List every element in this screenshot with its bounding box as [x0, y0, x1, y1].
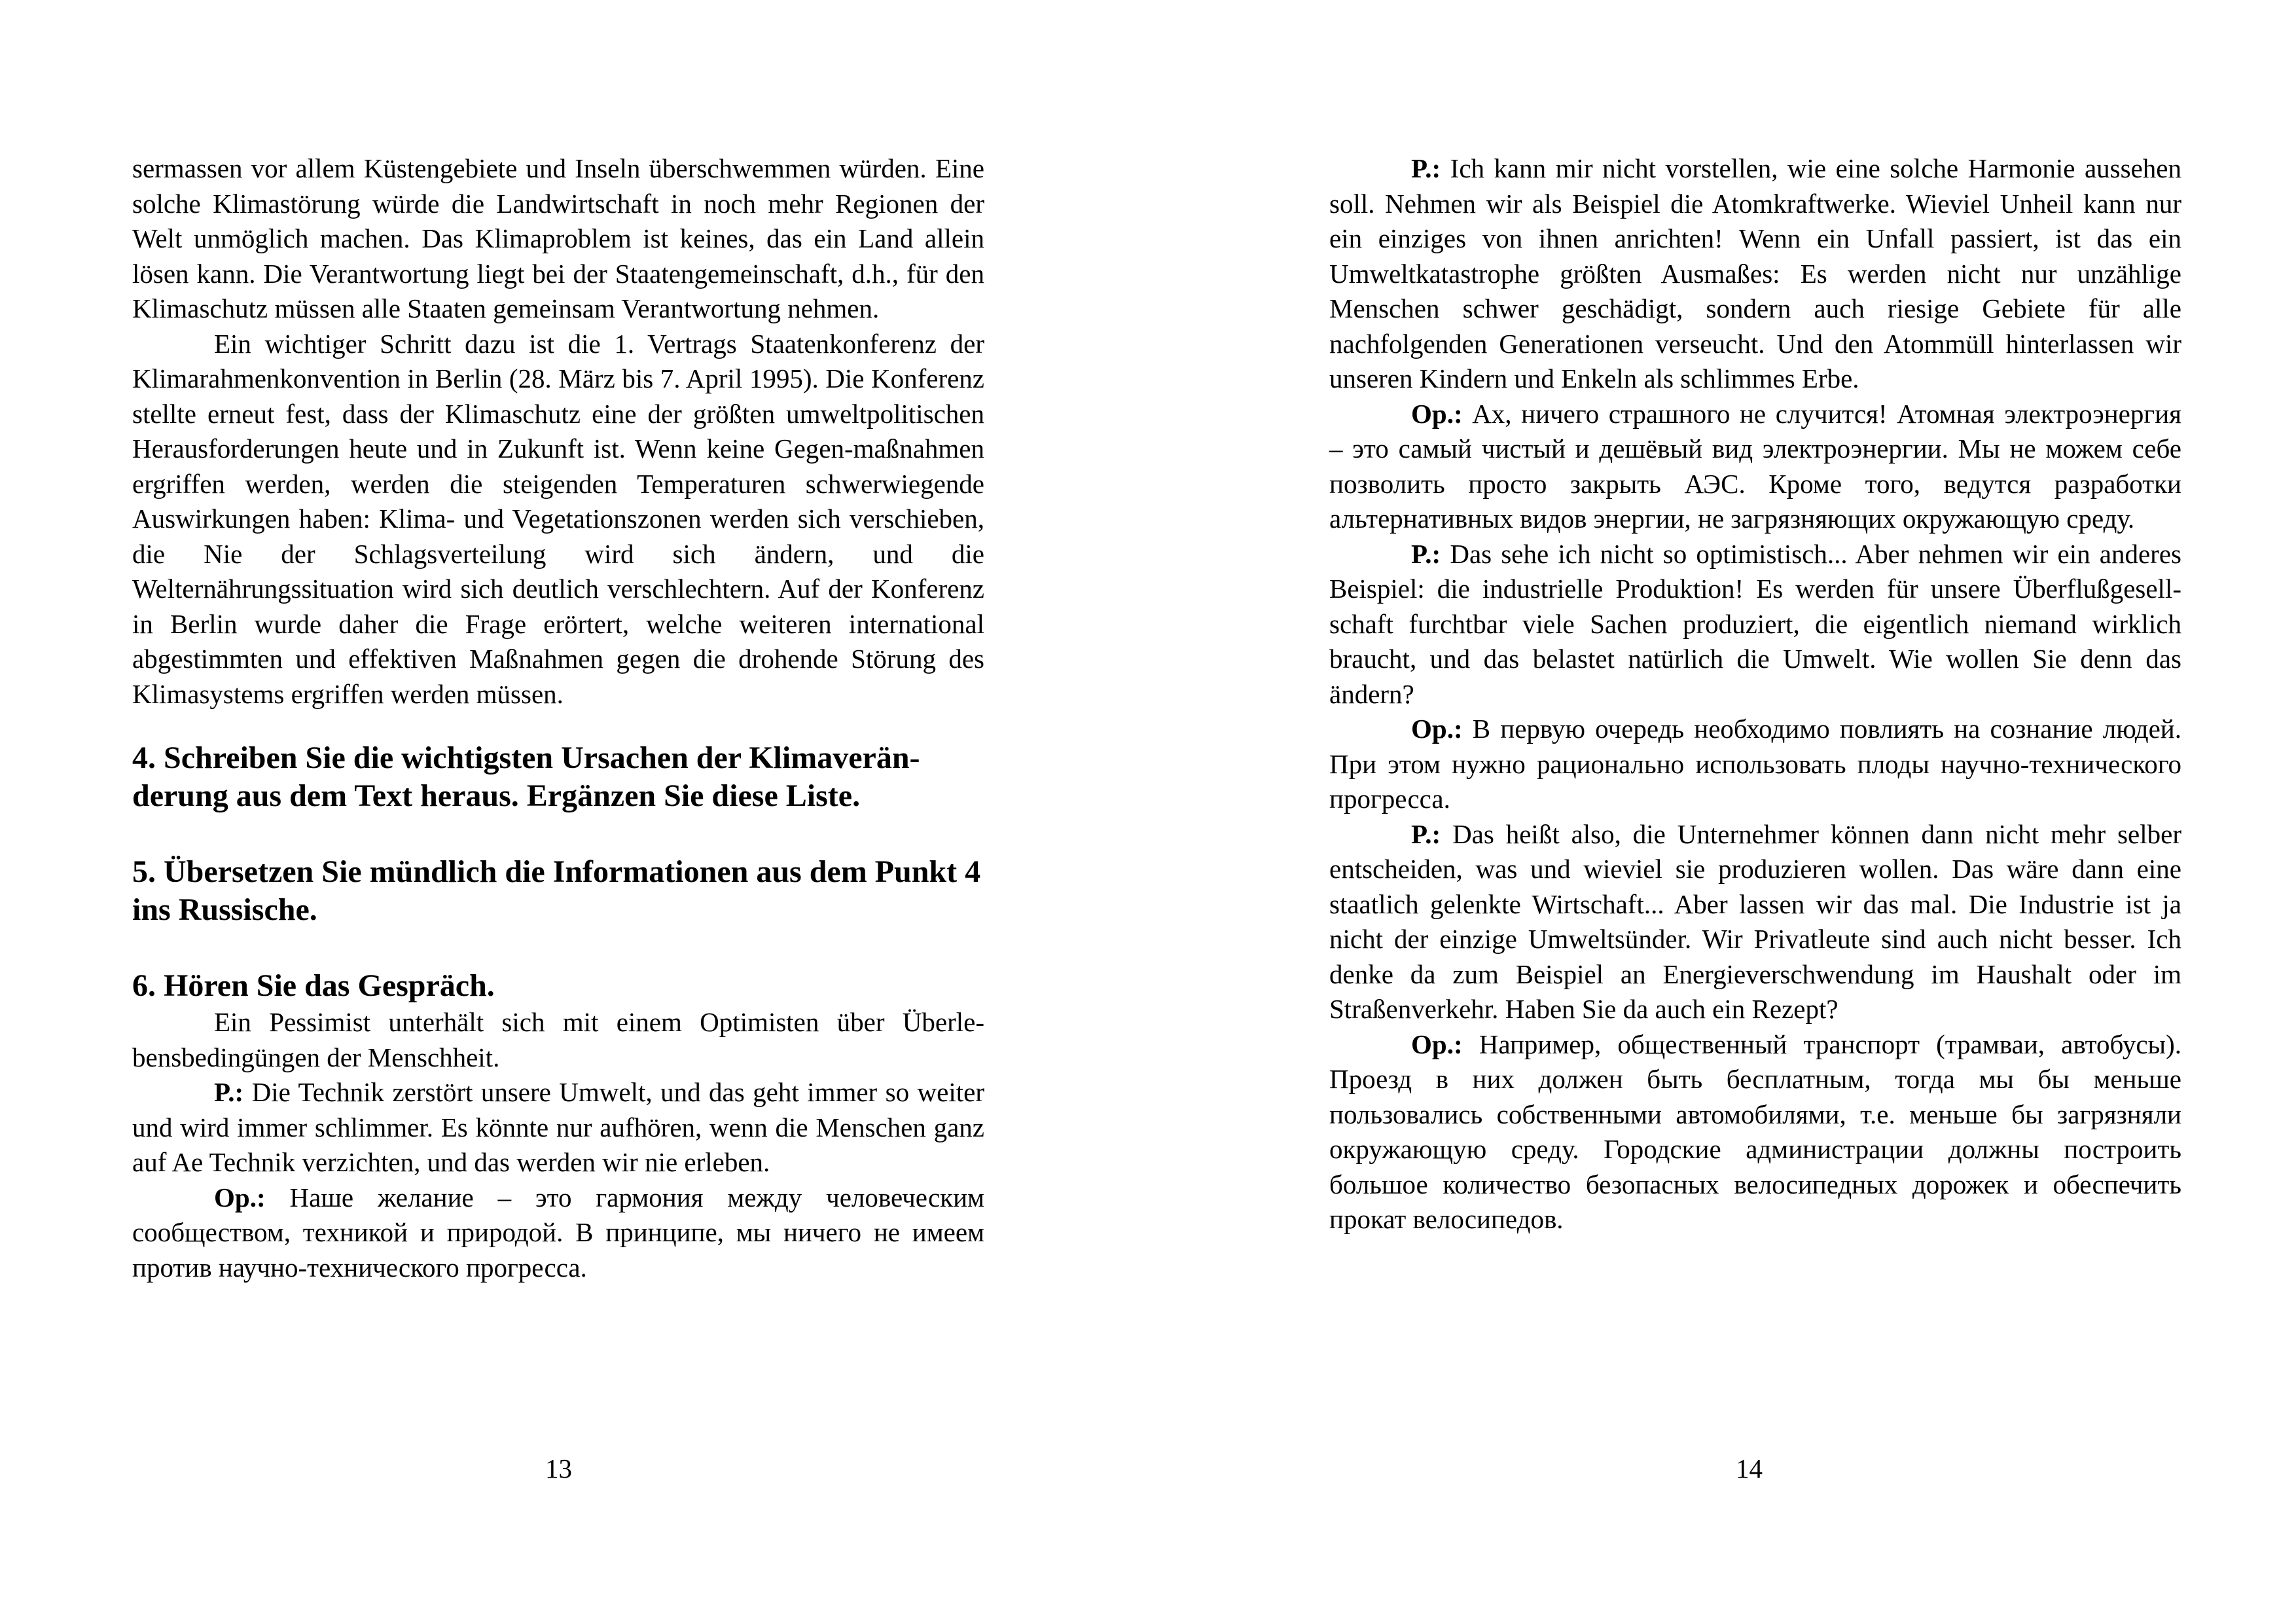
right-page	[1148, 0, 2296, 1623]
dialogue-line-pessimist	[1329, 537, 2181, 712]
speaker-label: P.:	[1411, 538, 1441, 569]
dialogue-text: Наше желание – это гармония между человеческим сообществом, техникой и природой. В принципе, мы ничего не имеем против научно-технического прогресса.	[132, 1182, 984, 1283]
right-page-text-column	[1329, 151, 2181, 1237]
task-4-heading: 4. Schreiben Sie die wichtigsten Ursachen der Klimaveränderung aus dem Text heraus. Ergänzen Sie diese Liste.	[132, 740, 920, 813]
paragraph-berlin-conference: Ein wichtiger Schritt dazu ist die 1. Vertrags Staatenkonferenz der Klimarahmenkonvention in Berlin (28. März bis 7. April 1995). Die Konferenz stellte erneut fest, dass der Klimaschutz eine der größten umweltpolitischen Herausforderungen heute und in Zukunft ist. Wenn keine Gegen-maßnahmen ergriffen werden, werden die steigenden Temperaturen schwerwiegende Auswirkungen haben: Klima- und Vegetationszonen werden sich verschieben, die Nie der Schlagsverteilung wird sich ändern, und die Welternährungssituation wird sich deutlich verschlechtern. Auf der Konferenz in Berlin wurde daher die Frage erörtert, welche weiteren international abgestimmten und effektiven Maßnahmen gegen die drohende Störung des Klimasystems ergriffen werden müssen.	[132, 328, 984, 709]
dialogue-text: Die Technik zerstört unsere Umwelt, und das geht immer so weiter und wird immer schlimmer. Es könnte nur aufhören, wenn die Menschen ganz auf Ae Technik verzichten, und das werden wir nie erleben.	[132, 1077, 984, 1177]
dialogue-text: Das heißt also, die Unternehmer können dann nicht mehr selber entscheiden, was und wieviel sie produzieren wollen. Das wäre dann eine staatlich gelenkte Wirtschaft... Aber lassen wir das mal. Die Industrie ist ja nicht der einzige Umweltsünder. Wir Privatleute sind auch nicht besser. Ich denke da zum Beispiel an Energieverschwendung im Haushalt oder im Straßenverkehr. Haben Sie da auch ein Rezept?	[1329, 818, 2181, 1024]
dialogue-text: Das sehe ich nicht so optimistisch... Aber nehmen wir ein anderes Beispiel: die industrielle Produktion! Es werden für unsere Überflußgesell-schaft furchtbar viele Sachen produziert, die eigentlich niemand wirklich braucht, und das belastet natürlich die Umwelt. Wie wollen Sie denn das ändern?	[1329, 538, 2181, 709]
dialogue-text: В первую очередь необходимо повлиять на сознание людей. При этом нужно рационально использовать плоды научно-технического прогресса.	[1329, 714, 2181, 814]
speaker-label: Op.:	[214, 1182, 266, 1213]
speaker-label: Op.:	[1411, 714, 1463, 744]
dialogue-line-pessimist	[1329, 151, 2181, 397]
dialogue-line-optimist	[132, 1180, 984, 1286]
dialogue-intro: Ein Pessimist unterhält sich mit einem Optimisten über Überlebensbedingüngen der Menschheit.	[132, 1007, 984, 1072]
dialogue-line-optimist	[1329, 712, 2181, 817]
paragraph-climate-flooding: sermassen vor allem Küstengebiete und Inseln überschwemmen würden. Eine solche Klimastörung würde die Landwirtschaft in noch mehr Regionen der Welt unmöglich machen. Das Klimaproblem ist keines, das ein Land allein lösen kann. Die Verantwortung liegt bei der Staatengemeinschaft, d.h., für den Klimaschutz müssen alle Staaten gemeinsam Verantwortung nehmen.	[132, 153, 984, 323]
dialogue-line-optimist	[1329, 397, 2181, 537]
dialogue-line-optimist	[1329, 1027, 2181, 1237]
dialogue-text: Ах, ничего страшного не случится! Атомная электроэнергия – это самый чистый и дешёвый вид электроэнергии. Мы не можем себе позволить просто закрыть АЭС. Кроме того, ведутся разработки альтернативных видов энергии, не загрязняющих окружающую среду.	[1329, 398, 2181, 534]
speaker-label: Op.:	[1411, 398, 1463, 429]
left-page-text-column	[132, 151, 984, 1285]
page-number: 14	[1736, 1453, 1763, 1484]
dialogue-line-pessimist	[1329, 817, 2181, 1027]
dialogue-text: Ich kann mir nicht vorstellen, wie eine solche Harmonie aussehen soll. Nehmen wir als Beispiel die Atomkraftwerke. Wieviel Unheil kann nur ein einziges von ihnen anrichten! Wenn ein Unfall passiert, ist das ein Umweltkatastrophe größten Ausmaßes: Es werden nicht nur unzählige Menschen schwer geschädigt, sondern auch riesige Gebiete für alle nachfolgenden Generationen verseucht. Und den Atommüll hinterlassen wir unseren Kindern und Enkeln als schlimmes Erbe.	[1329, 153, 2181, 393]
speaker-label: P.:	[214, 1077, 244, 1107]
speaker-label: P.:	[1411, 818, 1441, 849]
task-6-heading: 6. Hören Sie das Gespräch.	[132, 968, 495, 1003]
dialogue-line-pessimist	[132, 1075, 984, 1180]
speaker-label: P.:	[1411, 153, 1441, 183]
dialogue-text: Например, общественный транспорт (трамваи, автобусы). Проезд в них должен быть бесплатным, тогда мы бы меньше пользовались собственными автомобилями, т.е. меньше бы загрязняли окружающую среду. Городские администрации должны построить большое количество безопасных велосипедных дорожек и обеспечить прокат велосипедов.	[1329, 1029, 2181, 1234]
speaker-label: Op.:	[1411, 1029, 1463, 1059]
page-number: 13	[545, 1453, 572, 1484]
task-5-heading: 5. Übersetzen Sie mündlich die Informationen aus dem Punkt 4 ins Russische.	[132, 854, 981, 927]
